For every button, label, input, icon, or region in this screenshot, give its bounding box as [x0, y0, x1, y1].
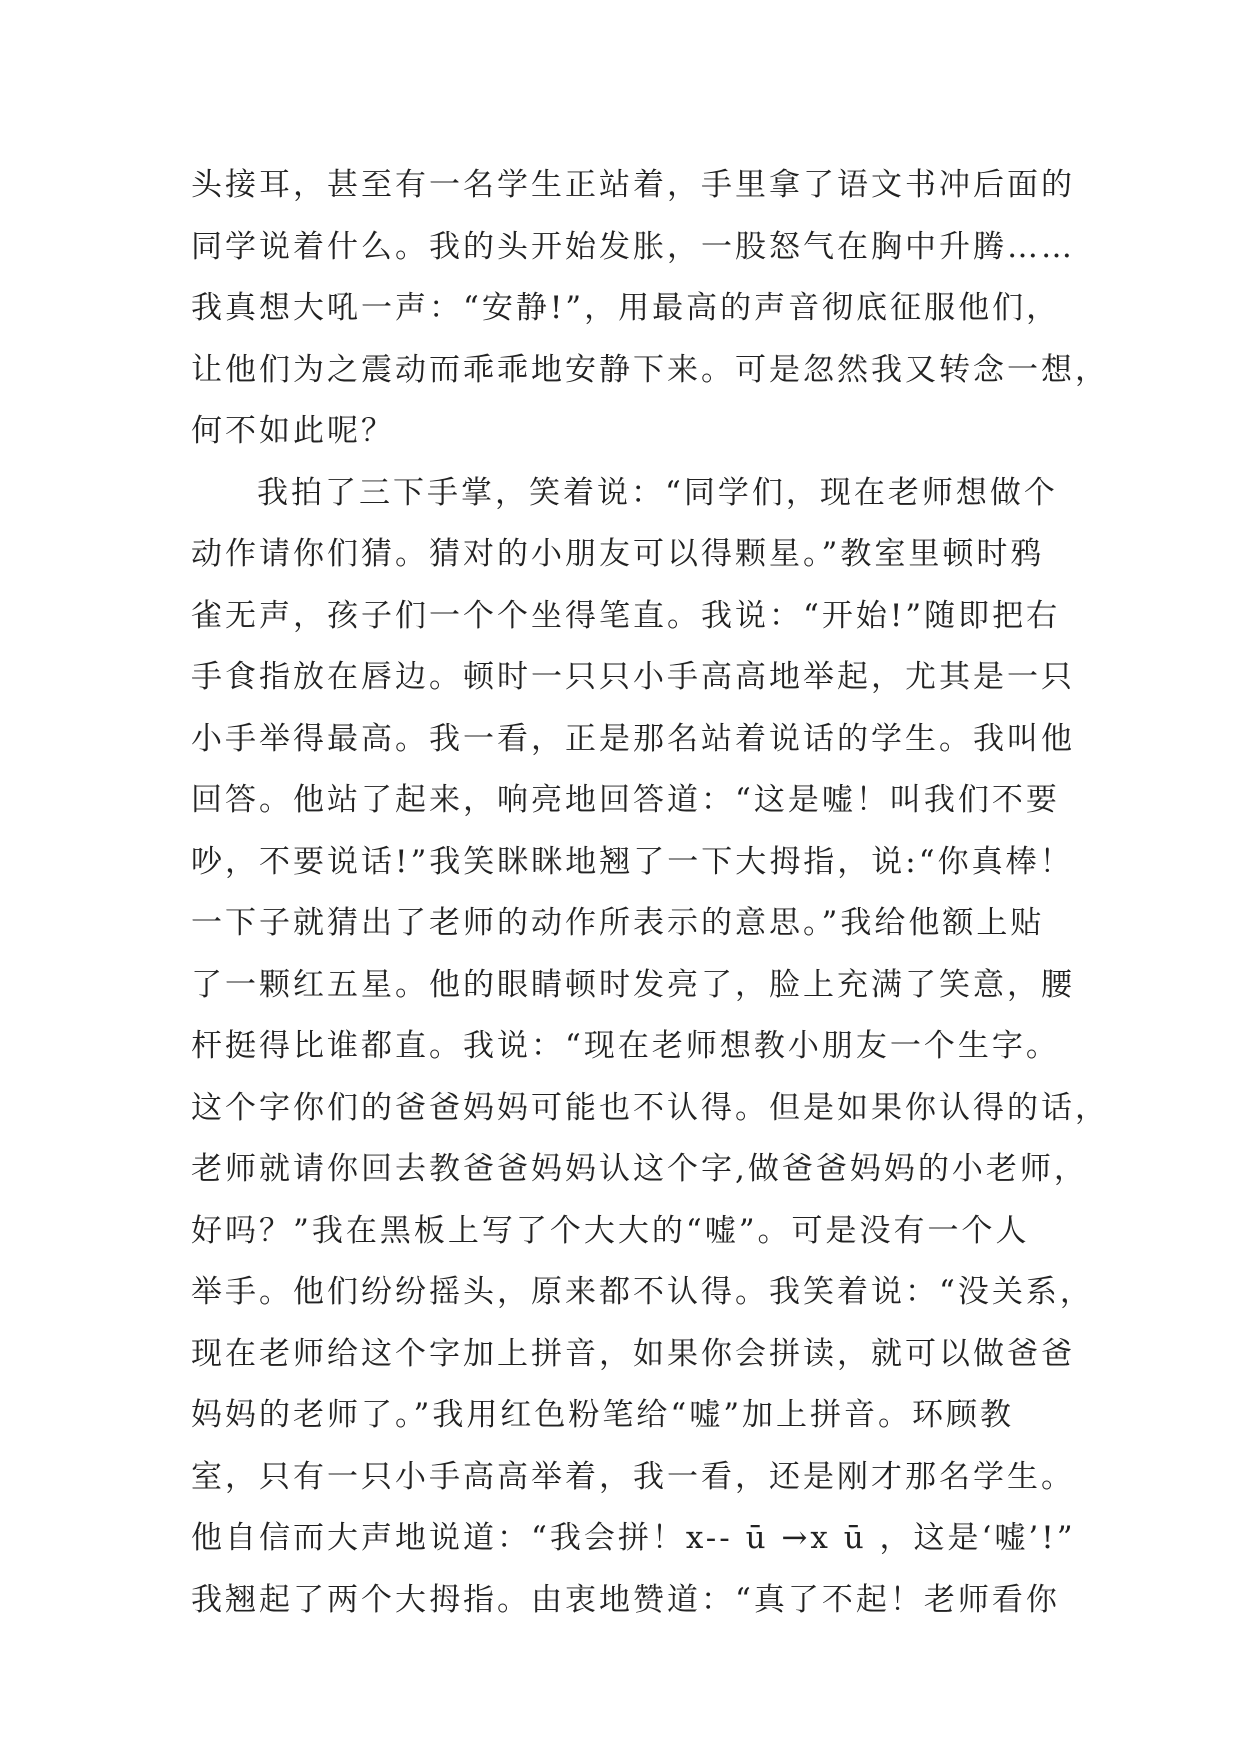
text-line: 老师就请你回去教爸爸妈妈认这个字,做爸爸妈妈的小老师，	[191, 1151, 1088, 1187]
text-line: 让他们为之震动而乖乖地安静下来。可是忽然我又转念一想，	[191, 351, 1109, 388]
text-line: 室，只有一只小手高高举着，我一看，还是刚才那名学生。	[191, 1458, 1075, 1495]
text-line: 回答。他站了起来，响亮地回答道：“这是嘘！叫我们不要	[191, 782, 1060, 818]
text-line: 了一颗红五星。他的眼睛顿时发亮了，脸上充满了笑意，腰	[191, 966, 1075, 1003]
text-line: 一下子就猜出了老师的动作所表示的意思。”我给他额上贴	[191, 905, 1045, 941]
text-line: 杆挺得比谁都直。我说：“现在老师想教小朋友一个生字。	[191, 1028, 1060, 1064]
body-text	[191, 155, 1109, 1631]
text-line: 妈妈的老师了。”我用红色粉笔给“嘘”加上拼音。环顾教	[191, 1397, 1015, 1433]
text-line: 头接耳，甚至有一名学生正站着，手里拿了语文书冲后面的	[191, 167, 1075, 203]
text-line: 同学说着什么。我的头开始发胀，一股怒气在胸中升腾……	[191, 228, 1075, 265]
text-line: 他自信而大声地说道：“我会拼！x-- ū →x ū ，这是‘嘘’!”	[191, 1520, 1076, 1556]
text-line: 何不如此呢？	[191, 413, 395, 449]
text-line: 我翘起了两个大拇指。由衷地赞道：“真了不起！老师看你	[191, 1581, 1060, 1618]
text-line: 好吗？”我在黑板上写了个大大的“嘘”。可是没有一个人	[191, 1212, 1030, 1249]
text-line: 举手。他们纷纷摇头，原来都不认得。我笑着说：“没关系，	[191, 1274, 1094, 1310]
text-line: 小手举得最高。我一看，正是那名站着说话的学生。我叫他	[191, 720, 1075, 757]
text-line: 吵，不要说话!”我笑眯眯地翘了一下大拇指，说:“你真棒！	[191, 843, 1074, 880]
text-line: 现在老师给这个字加上拼音，如果你会拼读，就可以做爸爸	[191, 1335, 1075, 1372]
paragraph-start-line: 我拍了三下手掌，笑着说：“同学们，现在老师想做个	[257, 474, 1058, 511]
text-line: 动作请你们猜。猜对的小朋友可以得颗星。”教室里顿时鸦	[191, 536, 1045, 572]
text-line: 这个字你们的爸爸妈妈可能也不认得。但是如果你认得的话，	[191, 1089, 1109, 1126]
text-line: 手食指放在唇边。顿时一只只小手高高地举起，尤其是一只	[191, 659, 1075, 695]
text-line: 雀无声，孩子们一个个坐得笔直。我说：“开始!”随即把右	[191, 597, 1061, 634]
text-line: 我真想大吼一声：“安静!”，用最高的声音彻底征服他们，	[191, 290, 1061, 326]
